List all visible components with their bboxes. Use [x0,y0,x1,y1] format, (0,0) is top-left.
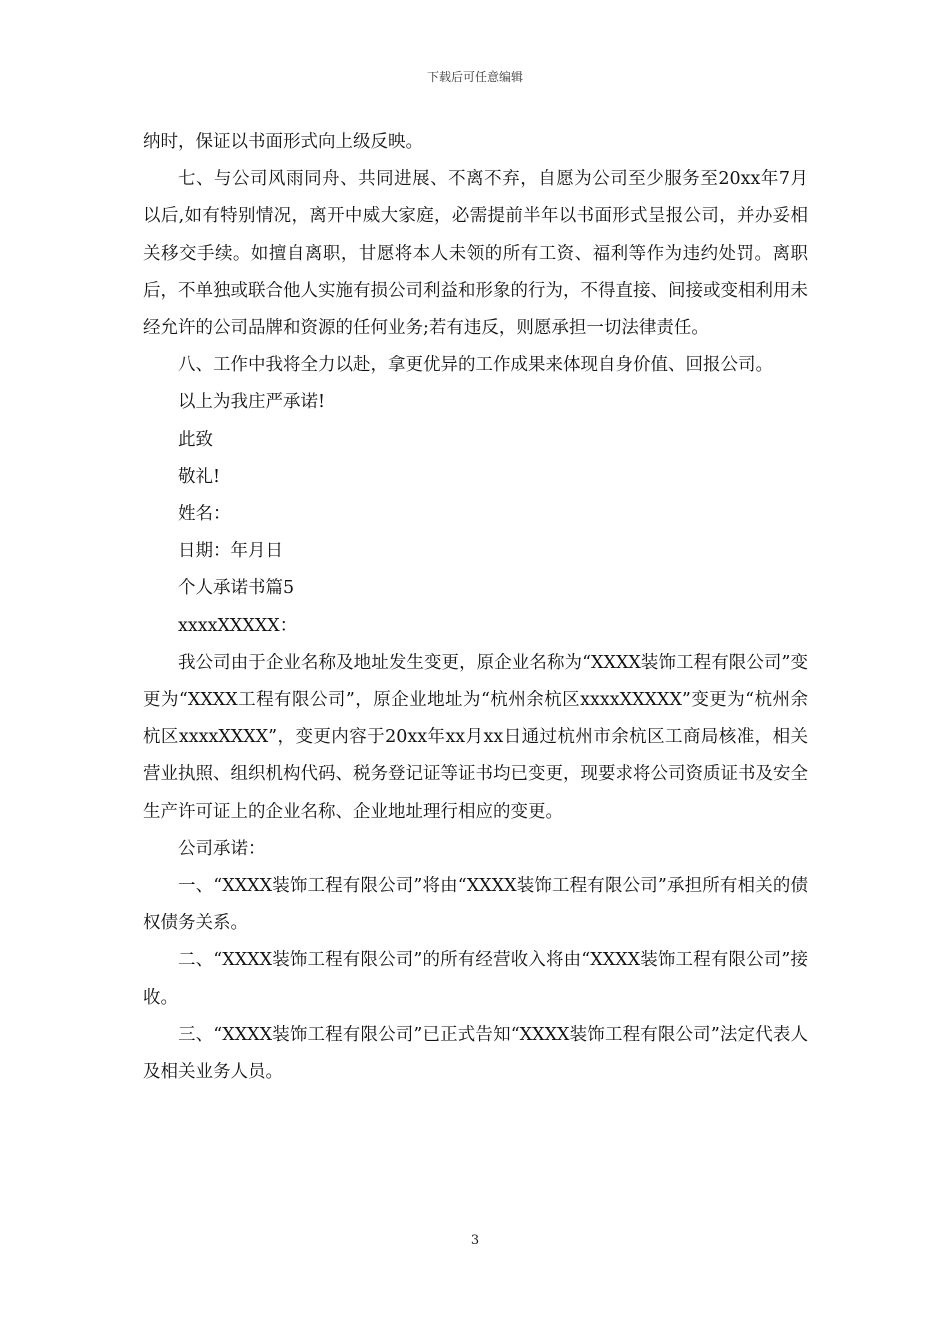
paragraph: 纳时，保证以书面形式向上级反映。 [143,132,423,152]
closing-regards: 敬礼! [178,466,221,487]
addressee: xxxxXXXXX： [178,615,298,636]
document-body [143,124,808,1091]
paragraph: 一、“XXXX装饰工程有限公司”将由“XXXX装饰工程有限公司”承担所有相关的债权债务关系。 [143,876,808,934]
paragraph: 三、“XXXX装饰工程有限公司”已正式告知“XXXX装饰工程有限公司”法定代表人及相关业务人员。 [143,1024,808,1083]
date-line: 日期：年月日 [178,541,283,562]
page-header: 下载后可任意编辑 [426,70,523,84]
closing-pledge: 以上为我庄严承诺! [178,392,326,413]
paragraph: 公司承诺： [178,838,266,859]
page-number: 3 [470,1233,480,1248]
paragraph: 七、与公司风雨同舟、共同进展、不离不弃，自愿为公司至少服务至20xx年7月以后,如有特别情况，离开中威大家庭，必需提前半年以书面形式呈报公司，并办妥相关移交手续。如擅自离职，甘愿将本人未领的所有工资、福利等作为违约处罚。离职后，不单独或联合他人实施有损公司利益和形象的行为，不得直接、间接或变相利用未经允许的公司品牌和资源的任何业务;若有违反，则愿承担一切法律责任。 [143,169,808,339]
paragraph: 二、“XXXX装饰工程有限公司”的所有经营收入将由“XXXX装饰工程有限公司”接收。 [143,950,808,1008]
section-title: 个人承诺书篇5 [178,578,295,599]
paragraph: 我公司由于企业名称及地址发生变更，原企业名称为“XXXX装饰工程有限公司”变更为“XXXX工程有限公司”，原企业地址为“杭州余杭区xxxxXXXXX”变更为“杭州余杭区xxxxXXXX”，变更内容于20xx年xx月xx日通过杭州市余杭区工商局核准，相关营业执照、组织机构代码、税务登记证等证书均已变更，现要求将公司资质证书及安全生产许可证上的企业名称、企业地址理行相应的变更。 [143,652,808,822]
closing-salutation: 此致 [178,429,213,450]
name-line: 姓名： [178,504,231,525]
paragraph: 八、工作中我将全力以赴，拿更优异的工作成果来体现自身价值、回报公司。 [178,355,773,376]
